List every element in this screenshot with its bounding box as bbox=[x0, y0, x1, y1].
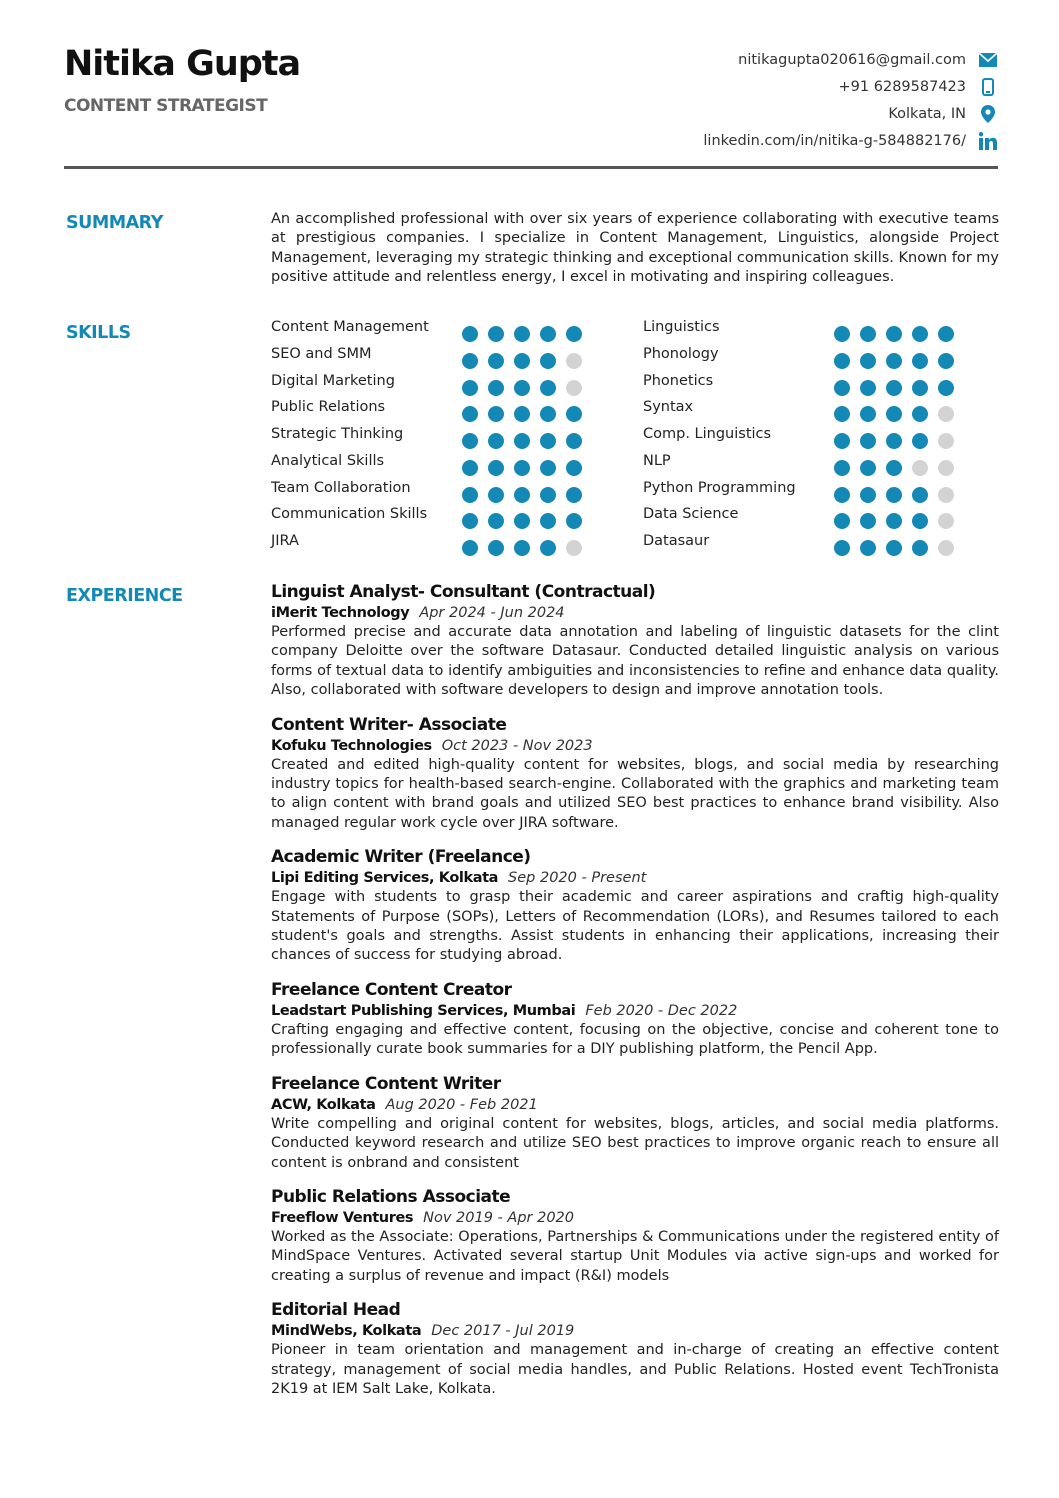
skill-name: NLP bbox=[643, 452, 671, 469]
skill-rating bbox=[834, 326, 954, 342]
rating-dot-filled bbox=[912, 353, 928, 369]
skill-rating bbox=[462, 460, 582, 476]
contact-linkedin[interactable] bbox=[703, 127, 998, 154]
skill-name: Digital Marketing bbox=[271, 372, 395, 389]
job-dates: Feb 2020 - Dec 2022 bbox=[585, 1002, 738, 1019]
job-description: Engage with students to grasp their academic and career aspirations and craftig high-quality Statements of Purpose (SOPs), Letters of Recommendation (LORs), and Resumes tailored to each student's goals and strengths. Assist students in enhancing their applications, increasing their chances of success for studying abroad. bbox=[271, 889, 999, 964]
skill-name: Public Relations bbox=[271, 399, 386, 416]
job-dates: Dec 2017 - Jul 2019 bbox=[431, 1323, 575, 1340]
rating-dot-filled bbox=[860, 487, 876, 503]
rating-dot-filled bbox=[540, 353, 556, 369]
rating-dot-filled bbox=[912, 513, 928, 529]
skill-rating bbox=[834, 353, 954, 369]
rating-dot-filled bbox=[540, 433, 556, 449]
job-title: Public Relations Associate bbox=[271, 1186, 511, 1207]
contact-email[interactable] bbox=[703, 46, 998, 73]
skill-row bbox=[271, 318, 611, 345]
job-dates: Nov 2019 - Apr 2020 bbox=[423, 1209, 574, 1226]
job-title: Academic Writer (Freelance) bbox=[271, 847, 531, 868]
job-description: Write compelling and original content for websites, blogs, articles, and social media platforms. Conducted keyword research and utilize SEO best practices to improve organic reach to ensure all content is onbrand and consistent bbox=[271, 1115, 999, 1171]
rating-dot-filled bbox=[886, 380, 902, 396]
rating-dot-filled bbox=[488, 326, 504, 342]
skill-rating bbox=[462, 513, 582, 529]
rating-dot-filled bbox=[514, 326, 530, 342]
job-company: Freeflow Ventures bbox=[271, 1209, 414, 1226]
rating-dot-filled bbox=[834, 406, 850, 422]
rating-dot-empty bbox=[938, 433, 954, 449]
rating-dot-empty bbox=[566, 380, 582, 396]
resume-header bbox=[64, 44, 998, 170]
skill-rating bbox=[462, 353, 582, 369]
experience-item bbox=[271, 845, 999, 966]
experience-item bbox=[271, 1185, 999, 1286]
job-dates: Aug 2020 - Feb 2021 bbox=[385, 1096, 538, 1113]
experience-item bbox=[271, 1072, 999, 1173]
rating-dot-filled bbox=[488, 406, 504, 422]
rating-dot-filled bbox=[514, 540, 530, 556]
skill-rating bbox=[462, 487, 582, 503]
job-description: Created and edited high-quality content for websites, blogs, and social media by researching industry topics for health-based search-engine. Collaborated with the graphics and marketing team to align content with brand goals and utilized SEO best practices to enhance brand visibility. Also managed regular work cycle over JIRA software. bbox=[271, 756, 999, 831]
job-company: iMerit Technology bbox=[271, 605, 410, 621]
skill-rating bbox=[462, 326, 582, 342]
skill-name: Phonology bbox=[643, 345, 719, 362]
summary-heading: SUMMARY bbox=[66, 213, 163, 233]
location-icon bbox=[978, 104, 998, 124]
rating-dot-filled bbox=[462, 513, 478, 529]
rating-dot-filled bbox=[886, 353, 902, 369]
skill-name: Phonetics bbox=[643, 372, 714, 389]
rating-dot-filled bbox=[938, 353, 954, 369]
rating-dot-filled bbox=[912, 433, 928, 449]
skill-rating bbox=[834, 380, 954, 396]
skill-row bbox=[643, 532, 983, 559]
rating-dot-filled bbox=[462, 460, 478, 476]
skill-rating bbox=[834, 513, 954, 529]
email-text[interactable]: nitikagupta020616@gmail.com bbox=[738, 51, 966, 68]
rating-dot-filled bbox=[834, 433, 850, 449]
rating-dot-filled bbox=[488, 487, 504, 503]
rating-dot-filled bbox=[566, 513, 582, 529]
rating-dot-filled bbox=[886, 513, 902, 529]
rating-dot-filled bbox=[834, 460, 850, 476]
rating-dot-filled bbox=[488, 433, 504, 449]
rating-dot-filled bbox=[566, 406, 582, 422]
job-title: Content Writer- Associate bbox=[271, 714, 507, 735]
skill-name: Python Programming bbox=[643, 479, 796, 496]
job-description: Crafting engaging and effective content, focusing on the objective, concise and coherent tone to professionally curate book summaries for a DIY publishing platform, the Pencil App. bbox=[271, 1021, 999, 1058]
rating-dot-filled bbox=[462, 406, 478, 422]
job-company: MindWebs, Kolkata bbox=[271, 1323, 422, 1340]
rating-dot-filled bbox=[566, 326, 582, 342]
job-company: ACW, Kolkata bbox=[271, 1096, 376, 1113]
rating-dot-filled bbox=[514, 487, 530, 503]
rating-dot-filled bbox=[488, 540, 504, 556]
skill-row bbox=[271, 398, 611, 425]
skill-name: Syntax bbox=[643, 399, 694, 416]
skill-row bbox=[271, 345, 611, 372]
rating-dot-filled bbox=[912, 326, 928, 342]
skill-row bbox=[643, 372, 983, 399]
skills-heading: SKILLS bbox=[66, 323, 131, 343]
rating-dot-empty bbox=[938, 540, 954, 556]
rating-dot-filled bbox=[938, 380, 954, 396]
rating-dot-filled bbox=[886, 487, 902, 503]
rating-dot-filled bbox=[834, 513, 850, 529]
skill-name: Datasaur bbox=[643, 533, 710, 549]
skill-row bbox=[643, 425, 983, 452]
skill-rating bbox=[462, 406, 582, 422]
contact-phone[interactable] bbox=[703, 73, 998, 100]
job-company: Kofuku Technologies bbox=[271, 737, 432, 754]
skill-name: Data Science bbox=[643, 506, 739, 523]
rating-dot-filled bbox=[462, 433, 478, 449]
rating-dot-filled bbox=[488, 513, 504, 529]
rating-dot-filled bbox=[912, 487, 928, 503]
rating-dot-filled bbox=[886, 433, 902, 449]
contact-list bbox=[703, 46, 998, 154]
rating-dot-filled bbox=[514, 353, 530, 369]
rating-dot-empty bbox=[912, 460, 928, 476]
rating-dot-filled bbox=[860, 353, 876, 369]
rating-dot-filled bbox=[886, 326, 902, 342]
rating-dot-filled bbox=[886, 540, 902, 556]
job-dates: Oct 2023 - Nov 2023 bbox=[441, 737, 593, 754]
rating-dot-filled bbox=[514, 433, 530, 449]
skill-name: Strategic Thinking bbox=[271, 426, 404, 442]
rating-dot-filled bbox=[912, 406, 928, 422]
rating-dot-filled bbox=[514, 380, 530, 396]
experience-item bbox=[271, 713, 999, 834]
rating-dot-empty bbox=[938, 460, 954, 476]
rating-dot-filled bbox=[860, 380, 876, 396]
rating-dot-filled bbox=[860, 433, 876, 449]
skills-column-right bbox=[643, 318, 983, 559]
skill-row bbox=[271, 425, 611, 452]
rating-dot-filled bbox=[462, 380, 478, 396]
rating-dot-filled bbox=[912, 380, 928, 396]
rating-dot-filled bbox=[540, 326, 556, 342]
skill-row bbox=[271, 532, 611, 559]
job-meta bbox=[271, 1209, 999, 1228]
rating-dot-filled bbox=[462, 326, 478, 342]
experience-item bbox=[271, 1298, 999, 1399]
skill-row bbox=[643, 452, 983, 479]
job-company: Leadstart Publishing Services, Mumbai bbox=[271, 1002, 576, 1019]
skill-name: SEO and SMM bbox=[271, 345, 372, 362]
skill-name: Team Collaboration bbox=[271, 479, 411, 496]
rating-dot-empty bbox=[938, 487, 954, 503]
skill-rating bbox=[462, 433, 582, 449]
skill-row bbox=[271, 505, 611, 532]
candidate-role: CONTENT STRATEGIST bbox=[64, 96, 268, 116]
rating-dot-filled bbox=[860, 513, 876, 529]
job-meta bbox=[271, 1002, 999, 1021]
rating-dot-filled bbox=[540, 380, 556, 396]
rating-dot-filled bbox=[566, 433, 582, 449]
job-title: Editorial Head bbox=[271, 1300, 401, 1321]
skill-rating bbox=[834, 460, 954, 476]
skill-row bbox=[271, 452, 611, 479]
skill-rating bbox=[462, 540, 582, 556]
job-meta bbox=[271, 604, 999, 623]
rating-dot-filled bbox=[860, 326, 876, 342]
skill-row bbox=[643, 505, 983, 532]
rating-dot-filled bbox=[462, 353, 478, 369]
linkedin-icon bbox=[978, 131, 998, 151]
rating-dot-filled bbox=[834, 487, 850, 503]
experience-item bbox=[271, 978, 999, 1060]
rating-dot-empty bbox=[566, 353, 582, 369]
skill-row bbox=[643, 345, 983, 372]
skill-rating bbox=[834, 433, 954, 449]
candidate-name: Nitika Gupta bbox=[64, 44, 301, 84]
skill-rating bbox=[834, 487, 954, 503]
skill-row bbox=[271, 479, 611, 506]
rating-dot-filled bbox=[488, 353, 504, 369]
skill-rating bbox=[462, 380, 582, 396]
rating-dot-filled bbox=[540, 406, 556, 422]
rating-dot-filled bbox=[540, 540, 556, 556]
contact-location bbox=[703, 100, 998, 127]
skills-column-left bbox=[271, 318, 611, 559]
job-title: Freelance Content Writer bbox=[271, 1073, 501, 1094]
skill-name: Comp. Linguistics bbox=[643, 426, 772, 442]
rating-dot-filled bbox=[566, 487, 582, 503]
skill-row bbox=[643, 318, 983, 345]
skill-name: Linguistics bbox=[643, 319, 720, 335]
rating-dot-filled bbox=[860, 406, 876, 422]
experience-item bbox=[271, 580, 999, 701]
location-text: Kolkata, IN bbox=[888, 105, 966, 122]
experience-heading: EXPERIENCE bbox=[66, 586, 183, 606]
rating-dot-filled bbox=[462, 540, 478, 556]
rating-dot-filled bbox=[540, 513, 556, 529]
rating-dot-empty bbox=[566, 540, 582, 556]
rating-dot-filled bbox=[938, 326, 954, 342]
job-dates: Sep 2020 - Present bbox=[508, 870, 647, 887]
summary-text: An accomplished professional with over six years of experience collaborating with executive teams at prestigious companies. I specialize in Content Management, Linguistics, alongside Project Management, leveraging my strategic thinking and exceptional communication skills. Known for my positive attitude and relentless energy, I excel in motivating and inspiring colleagues. bbox=[271, 211, 999, 286]
rating-dot-filled bbox=[514, 406, 530, 422]
rating-dot-filled bbox=[488, 460, 504, 476]
job-description: Worked as the Associate: Operations, Partnerships & Communications under the registered entity of MindSpace Ventures. Activated several startup Unit Modules via active sign-ups and worked for creating a surplus of revenue and impact (R&I) models bbox=[271, 1228, 999, 1284]
rating-dot-filled bbox=[514, 513, 530, 529]
job-description: Performed precise and accurate data annotation and labeling of linguistic datasets for the clint company Deloitte over the software Datasaur. Conducted detailed linguistic analysis on various forms of textual data to identify ambiguities and inconsistencies to refine and enhance data quality. Also, collaborated with software developers to design and improve annotation tools. bbox=[271, 624, 999, 699]
job-meta bbox=[271, 737, 999, 756]
job-dates: Apr 2024 - Jun 2024 bbox=[419, 605, 565, 621]
skill-rating bbox=[834, 406, 954, 422]
rating-dot-filled bbox=[886, 460, 902, 476]
rating-dot-filled bbox=[488, 380, 504, 396]
email-icon bbox=[978, 50, 998, 70]
job-meta bbox=[271, 1096, 999, 1115]
skill-rating bbox=[834, 540, 954, 556]
rating-dot-filled bbox=[514, 460, 530, 476]
rating-dot-filled bbox=[540, 460, 556, 476]
skill-row bbox=[643, 398, 983, 425]
job-meta bbox=[271, 869, 999, 888]
linkedin-text[interactable]: linkedin.com/in/nitika-g-584882176/ bbox=[703, 132, 966, 149]
job-title: Freelance Content Creator bbox=[271, 979, 512, 1000]
phone-text[interactable]: +91 6289587423 bbox=[838, 78, 966, 95]
job-description: Pioneer in team orientation and management and in-charge of creating an effective content strategy, management of social media handles, and Public Relations. Hosted event TechTronista 2K19 at IEM Salt Lake, Kolkata. bbox=[271, 1342, 999, 1397]
header-divider bbox=[64, 166, 998, 169]
rating-dot-filled bbox=[860, 460, 876, 476]
rating-dot-filled bbox=[886, 406, 902, 422]
rating-dot-filled bbox=[834, 540, 850, 556]
rating-dot-empty bbox=[938, 406, 954, 422]
skill-name: Content Management bbox=[271, 319, 429, 335]
rating-dot-filled bbox=[912, 540, 928, 556]
rating-dot-filled bbox=[860, 540, 876, 556]
job-company: Lipi Editing Services, Kolkata bbox=[271, 870, 499, 887]
phone-icon bbox=[978, 77, 998, 97]
rating-dot-filled bbox=[834, 353, 850, 369]
rating-dot-filled bbox=[834, 380, 850, 396]
experience-list bbox=[271, 580, 999, 1411]
job-meta bbox=[271, 1322, 999, 1341]
rating-dot-filled bbox=[566, 460, 582, 476]
rating-dot-filled bbox=[834, 326, 850, 342]
rating-dot-empty bbox=[938, 513, 954, 529]
skill-name: JIRA bbox=[271, 533, 299, 549]
rating-dot-filled bbox=[540, 487, 556, 503]
skill-row bbox=[271, 372, 611, 399]
job-title: Linguist Analyst- Consultant (Contractual) bbox=[271, 582, 656, 602]
rating-dot-filled bbox=[462, 487, 478, 503]
skill-name: Communication Skills bbox=[271, 506, 428, 523]
skill-name: Analytical Skills bbox=[271, 452, 385, 469]
skill-row bbox=[643, 479, 983, 506]
